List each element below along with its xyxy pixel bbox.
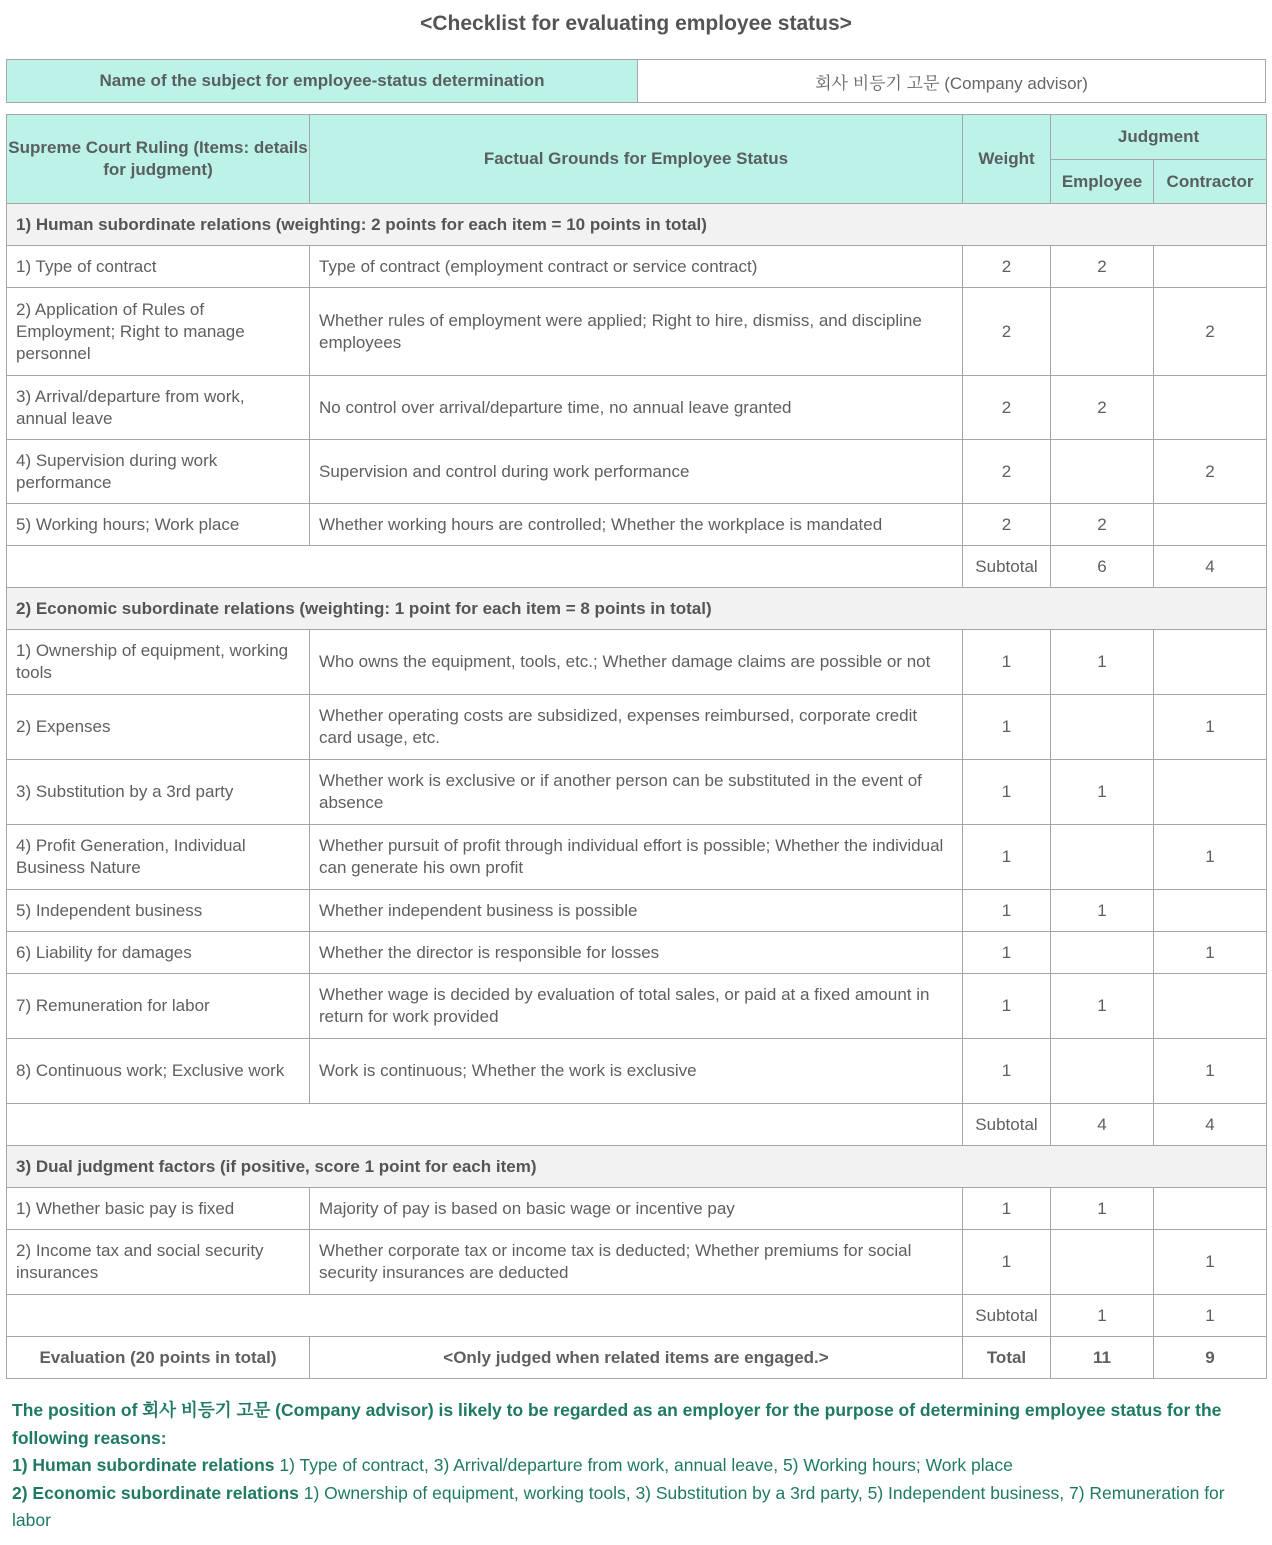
section-title: 1) Human subordinate relations (weighting: 2 points for each item = 10 points in total) xyxy=(7,204,1267,246)
subtotal-contractor: 4 xyxy=(1154,546,1267,588)
contractor-score-cell xyxy=(1154,246,1267,288)
grounds-cell: Whether operating costs are subsidized, expenses reimbursed, corporate credit card usage, etc. xyxy=(310,695,963,760)
weight-cell: 1 xyxy=(963,760,1051,825)
item-cell: 3) Arrival/departure from work, annual leave xyxy=(7,376,310,440)
evaluation-note: <Only judged when related items are engaged.> xyxy=(310,1337,963,1379)
weight-cell: 2 xyxy=(963,288,1051,376)
contractor-score-cell xyxy=(1154,376,1267,440)
table-row xyxy=(7,376,1267,440)
subtotal-employee: 6 xyxy=(1051,546,1154,588)
item-cell: 4) Supervision during work performance xyxy=(7,440,310,504)
subtotal-row xyxy=(7,1104,1267,1146)
conclusion-line-1 xyxy=(12,1452,1262,1480)
item-cell: 4) Profit Generation, Individual Business Nature xyxy=(7,825,310,890)
subtotal-row xyxy=(7,546,1267,588)
weight-cell: 1 xyxy=(963,974,1051,1039)
employee-score-cell: 1 xyxy=(1051,890,1154,932)
employee-score-cell xyxy=(1051,1039,1154,1104)
item-cell: 1) Ownership of equipment, working tools xyxy=(7,630,310,695)
table-row xyxy=(7,288,1267,376)
grounds-cell: Whether pursuit of profit through individual effort is possible; Whether the individual can generate his own profit xyxy=(310,825,963,890)
weight-cell: 1 xyxy=(963,1188,1051,1230)
contractor-score-cell xyxy=(1154,504,1267,546)
header-ruling: Supreme Court Ruling (Items: details for judgment) xyxy=(7,115,310,204)
header-row xyxy=(7,115,1267,160)
grounds-cell: No control over arrival/departure time, no annual leave granted xyxy=(310,376,963,440)
weight-cell: 1 xyxy=(963,1039,1051,1104)
contractor-score-cell: 1 xyxy=(1154,695,1267,760)
item-cell: 2) Expenses xyxy=(7,695,310,760)
grounds-cell: Who owns the equipment, tools, etc.; Whether damage claims are possible or not xyxy=(310,630,963,695)
table-row xyxy=(7,1039,1267,1104)
weight-cell: 2 xyxy=(963,376,1051,440)
item-cell: 3) Substitution by a 3rd party xyxy=(7,760,310,825)
subtotal-row xyxy=(7,1295,1267,1337)
grounds-cell: Supervision and control during work performance xyxy=(310,440,963,504)
table-row xyxy=(7,504,1267,546)
item-cell: 6) Liability for damages xyxy=(7,932,310,974)
weight-cell: 2 xyxy=(963,246,1051,288)
grounds-cell: Whether the director is responsible for losses xyxy=(310,932,963,974)
employee-score-cell xyxy=(1051,932,1154,974)
grounds-cell: Type of contract (employment contract or service contract) xyxy=(310,246,963,288)
checklist-body xyxy=(7,204,1267,1337)
table-row xyxy=(7,1230,1267,1295)
grounds-cell: Whether independent business is possible xyxy=(310,890,963,932)
item-cell: 2) Application of Rules of Employment; Right to manage personnel xyxy=(7,288,310,376)
subject-value: 회사 비등기 고문 (Company advisor) xyxy=(638,60,1266,103)
employee-score-cell xyxy=(1051,1230,1154,1295)
header-weight: Weight xyxy=(963,115,1051,204)
employee-score-cell xyxy=(1051,825,1154,890)
subtotal-label: Subtotal xyxy=(963,1295,1051,1337)
weight-cell: 1 xyxy=(963,825,1051,890)
contractor-score-cell: 2 xyxy=(1154,288,1267,376)
table-row xyxy=(7,695,1267,760)
item-cell: 5) Working hours; Work place xyxy=(7,504,310,546)
contractor-score-cell xyxy=(1154,760,1267,825)
section-header-row xyxy=(7,204,1267,246)
conclusion-line-1-body: 1) Type of contract, 3) Arrival/departure from work, annual leave, 5) Working hours; Work place xyxy=(279,1455,1013,1475)
conclusion-line-2-body: 1) Ownership of equipment, working tools, 3) Substitution by a 3rd party, 5) Independent business, 7) Remuneration for labor xyxy=(12,1482,1225,1530)
item-cell: 8) Continuous work; Exclusive work xyxy=(7,1039,310,1104)
contractor-score-cell xyxy=(1154,630,1267,695)
grounds-cell: Whether working hours are controlled; Whether the workplace is mandated xyxy=(310,504,963,546)
section-title: 2) Economic subordinate relations (weighting: 1 point for each item = 8 points in total) xyxy=(7,588,1267,630)
weight-cell: 1 xyxy=(963,932,1051,974)
table-row xyxy=(7,974,1267,1039)
table-row xyxy=(7,760,1267,825)
grounds-cell: Majority of pay is based on basic wage or incentive pay xyxy=(310,1188,963,1230)
employee-score-cell: 2 xyxy=(1051,246,1154,288)
weight-cell: 2 xyxy=(963,440,1051,504)
header-contractor: Contractor xyxy=(1154,160,1267,204)
subtotal-contractor: 1 xyxy=(1154,1295,1267,1337)
grounds-cell: Whether work is exclusive or if another person can be substituted in the event of absence xyxy=(310,760,963,825)
employee-score-cell: 1 xyxy=(1051,974,1154,1039)
item-cell: 7) Remuneration for labor xyxy=(7,974,310,1039)
contractor-score-cell: 1 xyxy=(1154,1039,1267,1104)
employee-score-cell xyxy=(1051,440,1154,504)
subtotal-employee: 1 xyxy=(1051,1295,1154,1337)
item-cell: 5) Independent business xyxy=(7,890,310,932)
employee-score-cell xyxy=(1051,695,1154,760)
table-row xyxy=(7,246,1267,288)
header-employee: Employee xyxy=(1051,160,1154,204)
grounds-cell: Work is continuous; Whether the work is exclusive xyxy=(310,1039,963,1104)
subject-row xyxy=(7,60,1266,103)
contractor-score-cell xyxy=(1154,974,1267,1039)
employee-score-cell: 2 xyxy=(1051,376,1154,440)
section-header-row xyxy=(7,588,1267,630)
contractor-score-cell xyxy=(1154,1188,1267,1230)
grounds-cell: Whether corporate tax or income tax is deducted; Whether premiums for social security insurances are deducted xyxy=(310,1230,963,1295)
evaluation-label: Evaluation (20 points in total) xyxy=(7,1337,310,1379)
subtotal-blank xyxy=(7,1295,963,1337)
item-cell: 1) Type of contract xyxy=(7,246,310,288)
grounds-cell: Whether rules of employment were applied; Right to hire, dismiss, and discipline employees xyxy=(310,288,963,376)
table-row xyxy=(7,932,1267,974)
contractor-score-cell: 1 xyxy=(1154,932,1267,974)
table-row xyxy=(7,825,1267,890)
subtotal-employee: 4 xyxy=(1051,1104,1154,1146)
table-row xyxy=(7,630,1267,695)
contractor-score-cell: 1 xyxy=(1154,1230,1267,1295)
subtotal-blank xyxy=(7,1104,963,1146)
item-cell: 1) Whether basic pay is fixed xyxy=(7,1188,310,1230)
total-label: Total xyxy=(963,1337,1051,1379)
section-title: 3) Dual judgment factors (if positive, score 1 point for each item) xyxy=(7,1146,1267,1188)
subtotal-label: Subtotal xyxy=(963,1104,1051,1146)
total-employee: 11 xyxy=(1051,1337,1154,1379)
weight-cell: 1 xyxy=(963,1230,1051,1295)
contractor-score-cell: 2 xyxy=(1154,440,1267,504)
contractor-score-cell xyxy=(1154,890,1267,932)
table-row xyxy=(7,890,1267,932)
subject-label: Name of the subject for employee-status determination xyxy=(7,60,638,103)
conclusion-line-1-head: 1) Human subordinate relations xyxy=(12,1455,275,1475)
weight-cell: 1 xyxy=(963,695,1051,760)
employee-score-cell: 1 xyxy=(1051,1188,1154,1230)
section-header-row xyxy=(7,1146,1267,1188)
evaluation-row xyxy=(7,1337,1267,1379)
weight-cell: 1 xyxy=(963,890,1051,932)
checklist-table xyxy=(6,114,1267,1379)
header-judgment: Judgment xyxy=(1051,115,1267,160)
employee-score-cell xyxy=(1051,288,1154,376)
conclusion-line-2 xyxy=(12,1480,1262,1535)
page-title: <Checklist for evaluating employee status> xyxy=(420,12,852,35)
employee-score-cell: 2 xyxy=(1051,504,1154,546)
subtotal-blank xyxy=(7,546,963,588)
contractor-score-cell: 1 xyxy=(1154,825,1267,890)
employee-score-cell: 1 xyxy=(1051,630,1154,695)
conclusion xyxy=(12,1397,1262,1535)
employee-score-cell: 1 xyxy=(1051,760,1154,825)
subject-table xyxy=(6,59,1266,103)
weight-cell: 2 xyxy=(963,504,1051,546)
conclusion-line-2-head: 2) Economic subordinate relations xyxy=(12,1482,299,1503)
grounds-cell: Whether wage is decided by evaluation of total sales, or paid at a fixed amount in return for work provided xyxy=(310,974,963,1039)
table-row xyxy=(7,440,1267,504)
item-cell: 2) Income tax and social security insurances xyxy=(7,1230,310,1295)
header-grounds: Factual Grounds for Employee Status xyxy=(310,115,963,204)
table-row xyxy=(7,1188,1267,1230)
conclusion-intro: The position of 회사 비등기 고문 (Company advisor) is likely to be regarded as an employer for the purpose of determining employee status for the following reasons: xyxy=(12,1400,1222,1448)
weight-cell: 1 xyxy=(963,630,1051,695)
subtotal-contractor: 4 xyxy=(1154,1104,1267,1146)
total-contractor: 9 xyxy=(1154,1337,1267,1379)
subtotal-label: Subtotal xyxy=(963,546,1051,588)
